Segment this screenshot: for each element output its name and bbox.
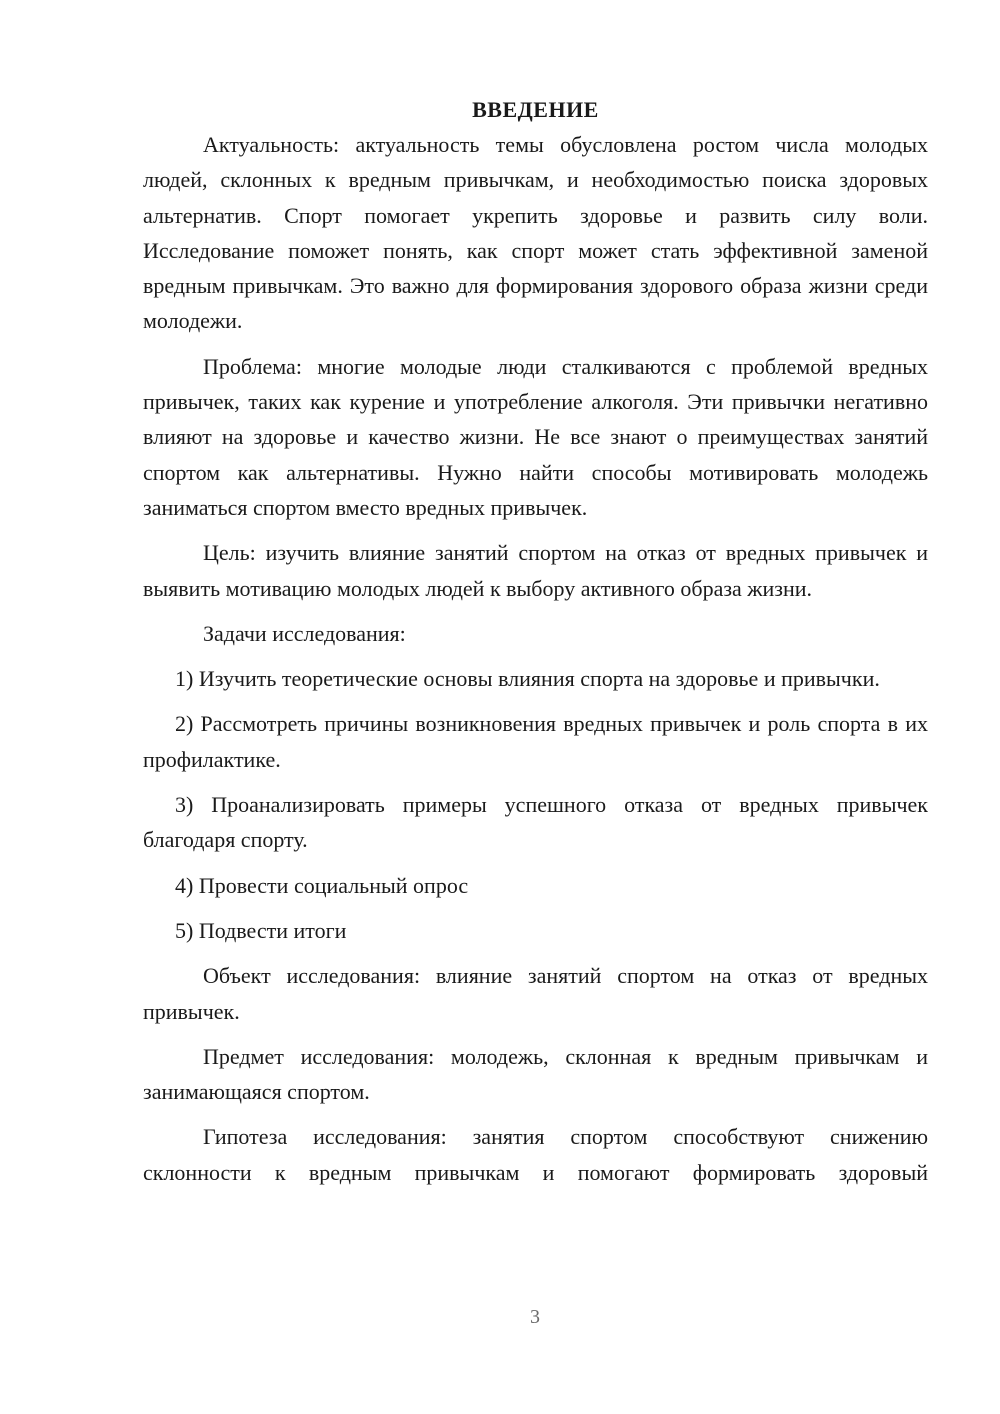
paragraph-hypothesis: Гипотеза исследования: занятия спортом способствуют снижению склонности к вредным привычкам и помогают формировать здоровый (143, 1124, 928, 1185)
paragraph-problem: Проблема: многие молодые люди сталкиваются с проблемой вредных привычек, таких как курение и употребление алкоголя. Эти привычки негативно влияют на здоровье и качество жизни. Не все знают о преимуществах занятий спортом как альтернативы. Нужно найти способы мотивировать молодежь заниматься спортом вместо вредных привычек. (143, 353, 928, 520)
document-page (143, 92, 928, 1200)
paragraph-goal: Цель: изучить влияние занятий спортом на отказ от вредных привычек и выявить мотивацию молодых людей к выбору активного образа жизни. (143, 540, 928, 601)
paragraph-subject: Предмет исследования: молодежь, склонная к вредным привычкам и занимающаяся спортом. (143, 1043, 928, 1105)
paragraph-object: Объект исследования: влияние занятий спортом на отказ от вредных привычек. (143, 963, 928, 1024)
task-item-2: 2) Рассмотреть причины возникновения вредных привычек и роль спорта в их профилактике. (143, 711, 928, 772)
page-number: 3 (530, 1306, 540, 1328)
paragraph-relevance: Актуальность: актуальность темы обусловлена ростом числа молодых людей, склонных к вредным привычкам, и необходимостью поиска здоровых альтернатив. Спорт помогает укрепить здоровье и развить силу воли. Исследование поможет понять, как спорт может стать эффективной заменой вредным привычкам. Это важно для формирования здорового образа жизни среди молодежи. (143, 132, 928, 334)
task-item-3: 3) Проанализировать примеры успешного отказа от вредных привычек благодаря спорту. (143, 792, 928, 853)
tasks-heading: Задачи исследования: (203, 620, 406, 646)
task-item-4: 4) Провести социальный опрос (175, 872, 469, 898)
task-item-5: 5) Подвести итоги (175, 917, 347, 943)
task-item-1: 1) Изучить теоретические основы влияния спорта на здоровье и привычки. (175, 666, 880, 692)
section-title: ВВЕДЕНИЕ (472, 97, 599, 122)
